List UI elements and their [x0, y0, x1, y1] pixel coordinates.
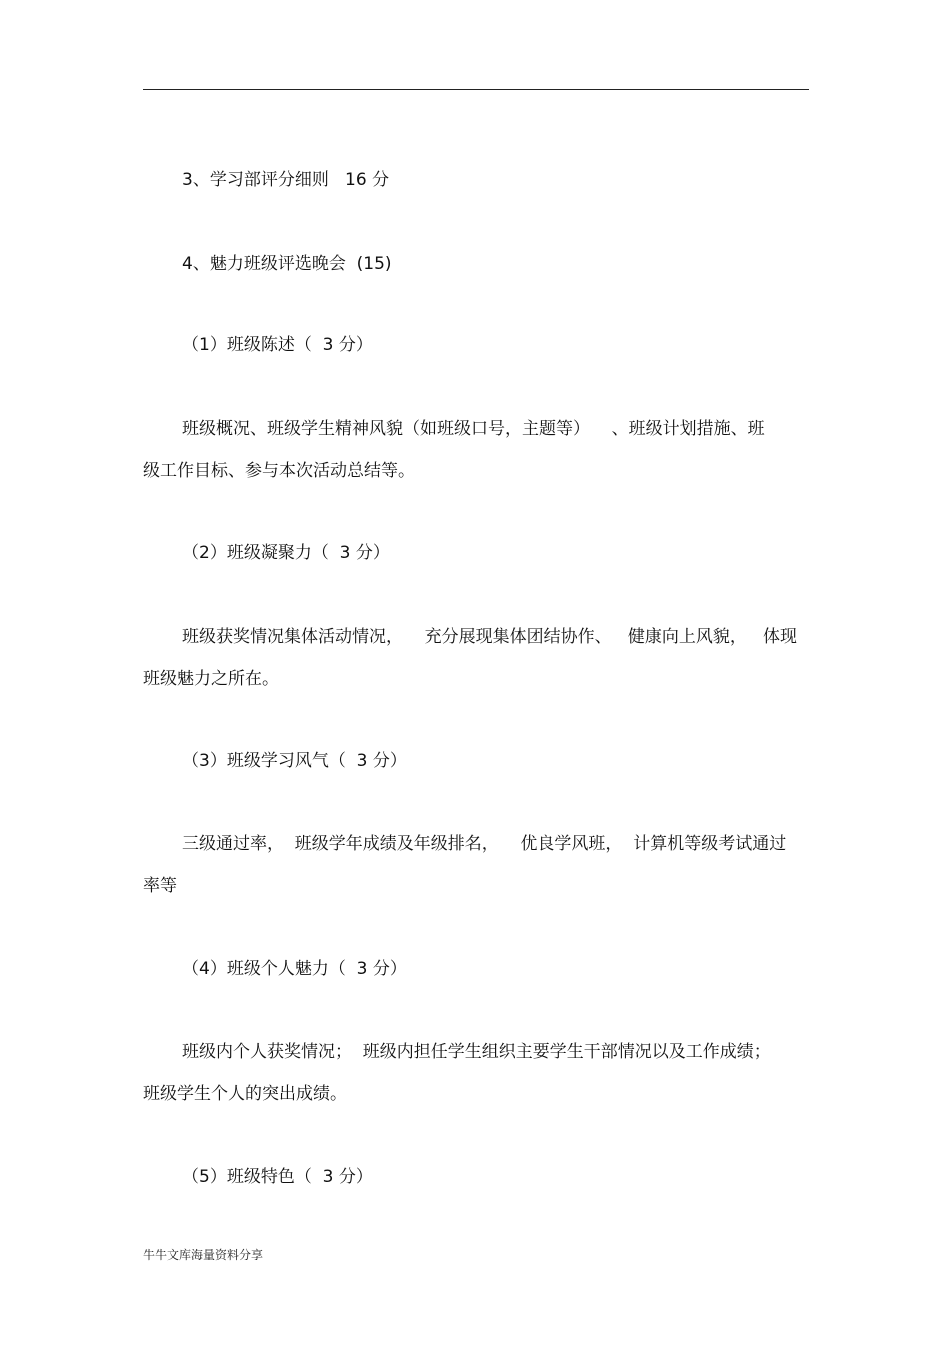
item-3-title: （3）班级学习风气（ 3 分）	[182, 751, 407, 771]
item-4-body-line-2: 班级学生个人的突出成绩。	[143, 1084, 347, 1104]
section-3-heading: 3、学习部评分细则 16 分	[182, 170, 390, 190]
header-rule	[143, 89, 809, 90]
item-3-body-line-1: 三级通过率， 班级学年成绩及年级排名， 优良学风班， 计算机等级考试通过	[182, 834, 787, 854]
item-2-title: （2）班级凝聚力（ 3 分）	[182, 543, 390, 563]
item-1-body-line-2: 级工作目标、参与本次活动总结等。	[143, 461, 415, 481]
item-1-title: （1）班级陈述（ 3 分）	[182, 335, 373, 355]
page-footer: 牛牛文库海量资料分享	[143, 1248, 264, 1262]
section-4-heading: 4、魅力班级评选晚会 (15)	[182, 254, 392, 274]
item-4-title: （4）班级个人魅力（ 3 分）	[182, 959, 407, 979]
item-2-body-line-2: 班级魅力之所在。	[143, 669, 279, 689]
item-3-body-line-2: 率等	[143, 876, 177, 896]
item-2-body-line-1: 班级获奖情况集体活动情况， 充分展现集体团结协作、 健康向上风貌， 体现	[182, 627, 798, 647]
item-4-body-line-1: 班级内个人获奖情况； 班级内担任学生组织主要学生干部情况以及工作成绩；	[182, 1042, 771, 1062]
item-5-title: （5）班级特色（ 3 分）	[182, 1167, 373, 1187]
item-1-body-line-1: 班级概况、班级学生精神风貌（如班级口号，主题等） 、班级计划措施、班	[182, 419, 765, 439]
